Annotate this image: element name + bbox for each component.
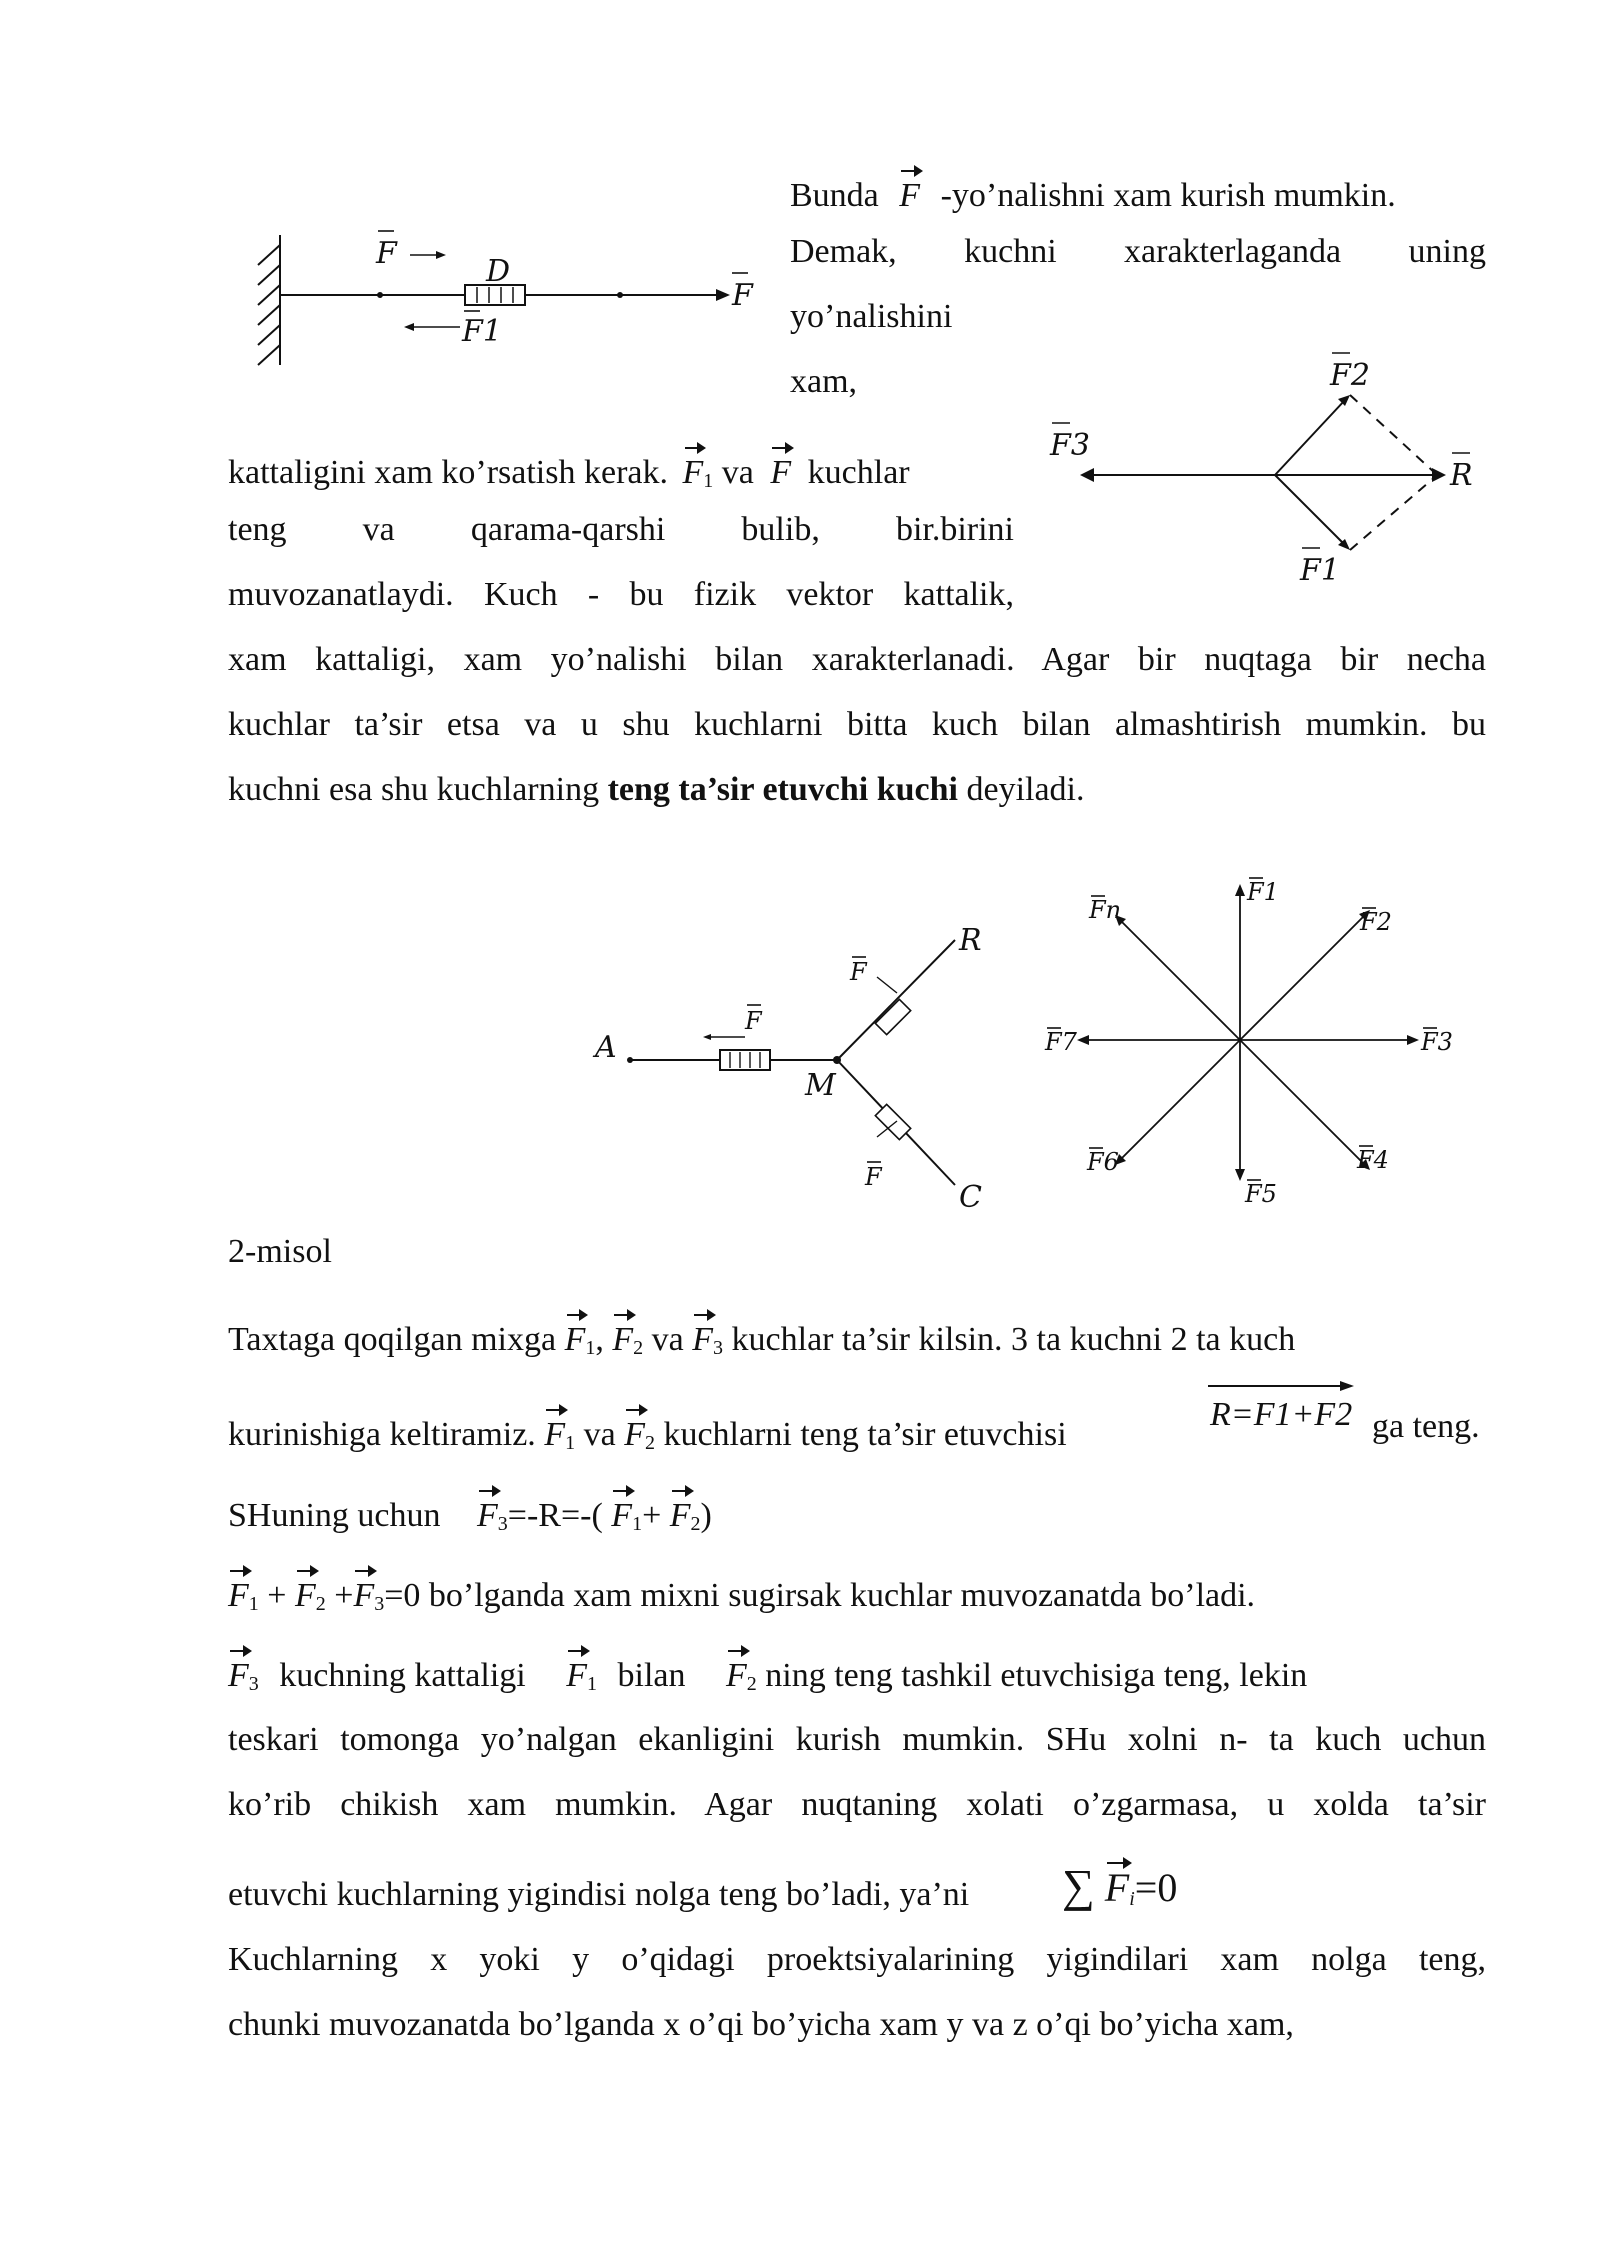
label-f1: F1 — [1247, 878, 1279, 906]
figure-wall-spring — [240, 215, 760, 375]
text-line: kuchlar ta’sir etsa va u shu kuchlarni bitta kuch bilan almashtirish mumkin. bu — [228, 706, 1486, 743]
label-a: A — [595, 1030, 617, 1065]
label-f-right: F — [732, 278, 753, 313]
label-r: R — [1450, 458, 1473, 493]
label-r: R — [959, 923, 982, 958]
vector-f: F — [899, 168, 920, 216]
wall-hatch — [258, 235, 280, 365]
text-line: kuchni esa shu kuchlarning teng ta’sir etuvchi kuchi deyiladi. — [228, 771, 1085, 808]
text-line: teskari tomonga yo’nalgan ekanligini kurish mumkin. SHu xolni n- ta kuch uchun — [228, 1721, 1486, 1758]
label-f3: F3 — [1421, 1028, 1453, 1056]
label-f5: F5 — [1245, 1180, 1277, 1208]
label-m: M — [805, 1068, 836, 1103]
text-line: Demak, kuchni xarakterlaganda uning — [790, 233, 1486, 270]
vector-f1: F — [683, 445, 704, 493]
text-line: muvozanatlaydi. Kuch - bu fizik vektor kattalik, — [228, 576, 1014, 613]
label-d: D — [486, 254, 511, 289]
resultant-overarrow — [1208, 1380, 1358, 1394]
text-line: $F_1 + F_2 +F_3=0$ bo’lganda xam mixni sugirsak kuchlar muvozanatda bo’ladi. — [228, 1568, 1255, 1624]
label-f7: F7 — [1045, 1028, 1077, 1056]
dynamometer-a — [720, 1050, 770, 1070]
text-line: kurinishiga keltiramiz. $F_1$ va $F_2$ kuchlarni teng ta’sir etuvchisi — [228, 1407, 1067, 1463]
text-line: Kuchlarning x yoki y o’qidagi proektsiyalarining yigindilari xam nolga teng, — [228, 1941, 1486, 1978]
figure-star-forces — [1045, 870, 1465, 1220]
text-line: kattaligini xam ko’rsatish kerak. $F_1$ va F kuchlar — [228, 445, 910, 501]
label-fn: Fn — [1089, 896, 1122, 924]
text-line: SHuning uchun $F_3=-R=-$( $F_1+ F_2$) — [228, 1488, 712, 1544]
figure-parallelogram — [1040, 335, 1490, 595]
text-line: $F_3$ kuchning kattaligi $F_1$ bilan $F_2$ ning teng tashkil etuvchisiga teng, lekin — [228, 1648, 1486, 1704]
text-line: ga teng. — [1372, 1408, 1480, 1445]
label-f6: F6 — [1087, 1148, 1119, 1176]
label-f4: F4 — [1357, 1146, 1389, 1174]
label-f2: F2 — [1360, 908, 1392, 936]
resultant-equation: R=F1+F2 — [1210, 1396, 1353, 1433]
label-f3: F3 — [1050, 428, 1090, 463]
text-line: xam kattaligi, xam yo’nalishi bilan xarakterlanadi. Agar bir nuqtaga bir necha — [228, 641, 1486, 678]
text-line: xam, — [790, 363, 858, 400]
label-f-upper: F — [850, 958, 867, 986]
label-f2: F2 — [1330, 358, 1370, 393]
text-line: teng va qarama-qarshi bulib, bir.birini — [228, 511, 1014, 548]
dynamometer-r — [875, 999, 910, 1034]
label-f-top: F — [376, 236, 397, 271]
text-line: etuvchi kuchlarning yigindisi nolga teng bo’ladi, ya’ni — [228, 1876, 970, 1913]
label-f-left: F — [745, 1007, 762, 1035]
label-f1: F1 — [462, 314, 502, 349]
label-f-lower: F — [865, 1163, 882, 1191]
label-c: C — [959, 1180, 982, 1215]
sum-equation: ∑ $F_i=0$ — [1062, 1860, 1178, 1911]
figure-three-ropes — [595, 915, 1045, 1215]
text-line: Taxtaga qoqilgan mixga $F_1$, $F_2$ va $F_3$ kuchlar ta’sir kilsin. 3 ta kuchni 2 ta kuch — [228, 1312, 1295, 1368]
label-f1: F1 — [1300, 553, 1340, 588]
text-line: Bunda F -yo’nalishni xam kurish mumkin. — [790, 168, 1396, 216]
text-line: ko’rib chikish xam mumkin. Agar nuqtaning xolati o’zgarmasa, u xolda ta’sir — [228, 1786, 1486, 1823]
text-line: chunki muvozanatda bo’lganda x o’qi bo’yicha xam y va z o’qi bo’yicha xam, — [228, 2006, 1294, 2043]
text-line: yo’nalishini — [790, 298, 953, 335]
vector-f: F — [770, 445, 791, 493]
example-heading: 2-misol — [228, 1233, 332, 1270]
term-resultant-force: teng ta’sir etuvchi kuchi — [607, 771, 958, 808]
